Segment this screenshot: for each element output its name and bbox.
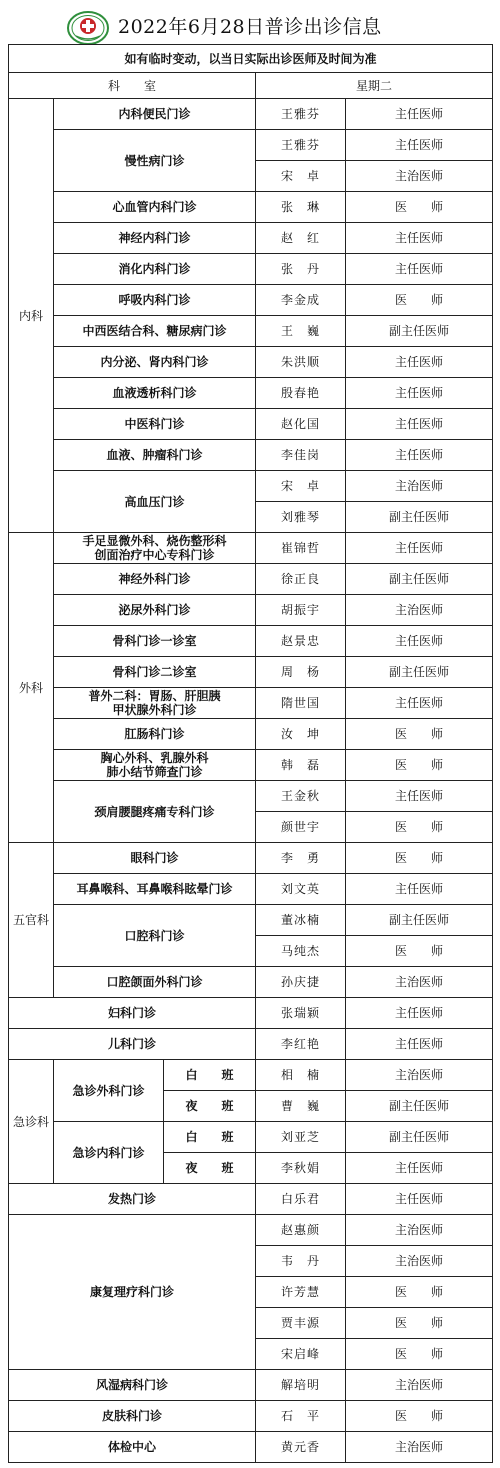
- notice-text: 如有临时变动，以当日实际出诊医师及时间为准: [9, 45, 493, 73]
- dept-waike: 外科: [9, 533, 54, 843]
- doctor-title: 医 师: [346, 1401, 493, 1432]
- clinic-name: [54, 750, 256, 781]
- doctor-name: 马纯杰: [256, 936, 346, 967]
- clinic-name: 口腔颌面外科门诊: [54, 967, 256, 998]
- doctor-title: 主治医师: [346, 471, 493, 502]
- doctor-title: 主任医师: [346, 626, 493, 657]
- clinic-name: 中西医结合科、糖尿病门诊: [54, 316, 256, 347]
- header-dept: 科 室: [9, 73, 256, 99]
- doctor-title: 副主任医师: [346, 1122, 493, 1153]
- clinic-name: 呼吸内科门诊: [54, 285, 256, 316]
- doctor-title: 主治医师: [346, 161, 493, 192]
- clinic-name-line: 肺小结节筛查门诊: [106, 765, 203, 779]
- doctor-name: 贾丰源: [256, 1308, 346, 1339]
- doctor-title: 医 师: [346, 285, 493, 316]
- doctor-name: 李佳岗: [256, 440, 346, 471]
- clinic-name: 骨科门诊一诊室: [54, 626, 256, 657]
- clinic-name: 泌尿外科门诊: [54, 595, 256, 626]
- doctor-name: 王雅芬: [256, 99, 346, 130]
- doctor-title: 医 师: [346, 812, 493, 843]
- page-header: [8, 8, 492, 46]
- clinic-name: 慢性病门诊: [54, 130, 256, 192]
- doctor-title: 主任医师: [346, 781, 493, 812]
- doctor-name: 崔锦哲: [256, 533, 346, 564]
- clinic-name: 口腔科门诊: [54, 905, 256, 967]
- clinic-name: 颈肩腰腿疼痛专科门诊: [54, 781, 256, 843]
- doctor-title: 主任医师: [346, 688, 493, 719]
- doctor-name: 孙庆捷: [256, 967, 346, 998]
- doctor-name: 宋 卓: [256, 161, 346, 192]
- doctor-title: 主任医师: [346, 1153, 493, 1184]
- clinic-name: 骨科门诊二诊室: [54, 657, 256, 688]
- clinic-name: 急诊内科门诊: [54, 1122, 164, 1184]
- clinic-name: 内科便民门诊: [54, 99, 256, 130]
- doctor-name: 王金秋: [256, 781, 346, 812]
- doctor-name: 朱洪顺: [256, 347, 346, 378]
- doctor-title: 医 师: [346, 843, 493, 874]
- doctor-name: 王 巍: [256, 316, 346, 347]
- clinic-name: 中医科门诊: [54, 409, 256, 440]
- doctor-title: 主任医师: [346, 409, 493, 440]
- clinic-name: 血液透析科门诊: [54, 378, 256, 409]
- doctor-title: 副主任医师: [346, 502, 493, 533]
- doctor-title: 主治医师: [346, 1370, 493, 1401]
- clinic-name: 血液、肿瘤科门诊: [54, 440, 256, 471]
- doctor-title: 主任医师: [346, 347, 493, 378]
- doctor-title: 主任医师: [346, 874, 493, 905]
- doctor-title: 副主任医师: [346, 657, 493, 688]
- shift-label: 夜 班: [164, 1091, 256, 1122]
- doctor-name: 赵 红: [256, 223, 346, 254]
- doctor-title: 主任医师: [346, 130, 493, 161]
- clinic-name: 消化内科门诊: [54, 254, 256, 285]
- doctor-title: 医 师: [346, 1339, 493, 1370]
- clinic-name: 神经内科门诊: [54, 223, 256, 254]
- doctor-name: 汝 坤: [256, 719, 346, 750]
- doctor-name: 宋启峰: [256, 1339, 346, 1370]
- doctor-name: 胡振宇: [256, 595, 346, 626]
- clinic-name: 体检中心: [9, 1432, 256, 1463]
- doctor-name: 赵化国: [256, 409, 346, 440]
- doctor-name: 刘文英: [256, 874, 346, 905]
- doctor-name: 董冰楠: [256, 905, 346, 936]
- doctor-name: 黄元香: [256, 1432, 346, 1463]
- dept-neike: 内科: [9, 99, 54, 533]
- clinic-name: 耳鼻喉科、耳鼻喉科眩晕门诊: [54, 874, 256, 905]
- clinic-name: 发热门诊: [9, 1184, 256, 1215]
- doctor-name: 解培明: [256, 1370, 346, 1401]
- doctor-name: 赵惠颜: [256, 1215, 346, 1246]
- doctor-name: 周 杨: [256, 657, 346, 688]
- doctor-name: 刘亚芝: [256, 1122, 346, 1153]
- doctor-name: 白乐君: [256, 1184, 346, 1215]
- doctor-title: 副主任医师: [346, 905, 493, 936]
- doctor-name: 石 平: [256, 1401, 346, 1432]
- doctor-name: 李 勇: [256, 843, 346, 874]
- header-day: 星期二: [256, 73, 493, 99]
- clinic-name: [54, 533, 256, 564]
- doctor-title: 主任医师: [346, 254, 493, 285]
- doctor-title: 医 师: [346, 1277, 493, 1308]
- shift-label: 夜 班: [164, 1153, 256, 1184]
- doctor-title: 主治医师: [346, 1246, 493, 1277]
- doctor-title: 医 师: [346, 192, 493, 223]
- clinic-name-line: 胸心外科、乳腺外科: [100, 751, 209, 765]
- doctor-title: 主任医师: [346, 99, 493, 130]
- dept-jizhen: 急诊科: [9, 1060, 54, 1184]
- clinic-name: 心血管内科门诊: [54, 192, 256, 223]
- clinic-name: 妇科门诊: [9, 998, 256, 1029]
- doctor-name: 李红艳: [256, 1029, 346, 1060]
- doctor-name: 隋世国: [256, 688, 346, 719]
- doctor-title: 主治医师: [346, 595, 493, 626]
- doctor-title: 主任医师: [346, 1184, 493, 1215]
- doctor-name: 张 丹: [256, 254, 346, 285]
- doctor-title: 主任医师: [346, 1029, 493, 1060]
- doctor-name: 张瑞颖: [256, 998, 346, 1029]
- clinic-name-line: 普外二科：胃肠、肝胆胰: [88, 689, 221, 703]
- page-title: 2022年6月28日普诊出诊信息: [118, 16, 382, 38]
- doctor-title: 主治医师: [346, 967, 493, 998]
- clinic-name: 高血压门诊: [54, 471, 256, 533]
- doctor-title: 主任医师: [346, 998, 493, 1029]
- doctor-name: 颜世宇: [256, 812, 346, 843]
- doctor-title: 医 师: [346, 1308, 493, 1339]
- doctor-name: 李金成: [256, 285, 346, 316]
- clinic-name: 神经外科门诊: [54, 564, 256, 595]
- doctor-title: 主任医师: [346, 223, 493, 254]
- doctor-name: 赵景忠: [256, 626, 346, 657]
- doctor-name: 王雅芬: [256, 130, 346, 161]
- doctor-title: 副主任医师: [346, 564, 493, 595]
- clinic-name: 皮肤科门诊: [9, 1401, 256, 1432]
- doctor-name: 殷春艳: [256, 378, 346, 409]
- clinic-name: 风湿病科门诊: [9, 1370, 256, 1401]
- doctor-name: 徐正良: [256, 564, 346, 595]
- doctor-name: 韩 磊: [256, 750, 346, 781]
- schedule-table: [8, 44, 492, 1463]
- doctor-title: 医 师: [346, 936, 493, 967]
- doctor-title: 主任医师: [346, 378, 493, 409]
- clinic-name-line: 甲状腺外科门诊: [112, 703, 197, 717]
- clinic-name-line: 创面治疗中心专科门诊: [94, 548, 215, 562]
- doctor-name: 李秋娟: [256, 1153, 346, 1184]
- doctor-name: 许芳慧: [256, 1277, 346, 1308]
- doctor-title: 副主任医师: [346, 316, 493, 347]
- doctor-title: 主治医师: [346, 1432, 493, 1463]
- clinic-name-line: 手足显微外科、烧伤整形科: [82, 534, 227, 548]
- doctor-title: 医 师: [346, 750, 493, 781]
- doctor-name: 刘雅琴: [256, 502, 346, 533]
- shift-label: 白 班: [164, 1060, 256, 1091]
- clinic-name: 肛肠科门诊: [54, 719, 256, 750]
- dept-wuguan: 五官科: [9, 843, 54, 998]
- doctor-title: 主治医师: [346, 1215, 493, 1246]
- doctor-name: 曹 巍: [256, 1091, 346, 1122]
- doctor-title: 主治医师: [346, 1060, 493, 1091]
- clinic-name: [54, 688, 256, 719]
- clinic-name: 内分泌、肾内科门诊: [54, 347, 256, 378]
- doctor-title: 主任医师: [346, 533, 493, 564]
- clinic-name: 儿科门诊: [9, 1029, 256, 1060]
- hospital-logo-icon: [66, 10, 110, 46]
- clinic-name: 眼科门诊: [54, 843, 256, 874]
- doctor-title: 副主任医师: [346, 1091, 493, 1122]
- shift-label: 白 班: [164, 1122, 256, 1153]
- doctor-title: 主任医师: [346, 440, 493, 471]
- doctor-name: 宋 卓: [256, 471, 346, 502]
- doctor-name: 相 楠: [256, 1060, 346, 1091]
- clinic-name: 康复理疗科门诊: [9, 1215, 256, 1370]
- doctor-name: 张 琳: [256, 192, 346, 223]
- clinic-name: 急诊外科门诊: [54, 1060, 164, 1122]
- doctor-name: 韦 丹: [256, 1246, 346, 1277]
- doctor-title: 医 师: [346, 719, 493, 750]
